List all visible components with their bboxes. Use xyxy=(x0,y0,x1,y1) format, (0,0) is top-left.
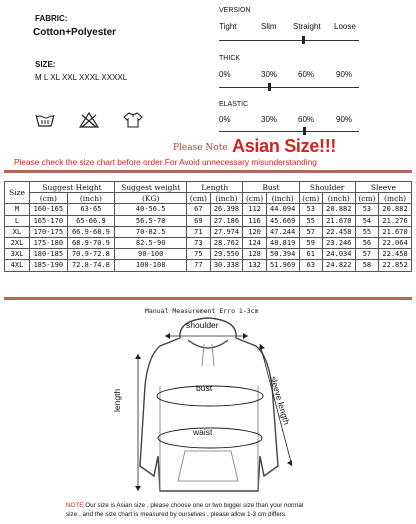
table-cell: 54 xyxy=(355,215,378,226)
thick-slider-marker xyxy=(268,83,271,91)
table-cell: 112 xyxy=(243,204,266,215)
table-cell: 22.852 xyxy=(379,260,412,271)
version-label: VERSION xyxy=(219,7,251,14)
table-cell: 120 xyxy=(243,226,266,237)
table-cell: 55 xyxy=(355,226,378,237)
table-row xyxy=(5,237,412,248)
header-shoulder: Shoulder xyxy=(299,182,355,193)
unit-header: (cm) xyxy=(30,193,68,204)
table-cell: 24.822 xyxy=(322,260,355,271)
no-bleach-icon xyxy=(79,112,99,128)
hang-dry-icon xyxy=(123,111,143,129)
table-cell: 61 xyxy=(299,249,322,260)
table-cell: 22.458 xyxy=(322,226,355,237)
divider-bottom xyxy=(4,297,412,300)
size-check-warning: Please check the size chart before order For Avoid unnecessary misunderstanding xyxy=(14,157,317,167)
table-cell: 30.338 xyxy=(210,260,243,271)
size-label: SIZE: xyxy=(35,60,56,69)
table-cell: XL xyxy=(5,226,30,237)
unit-header: (cm) xyxy=(299,193,322,204)
table-cell: 185-190 xyxy=(30,260,68,271)
thick-option-90: 90% xyxy=(336,70,353,79)
unit-header: (cm) xyxy=(187,193,210,204)
table-cell: 59 xyxy=(299,237,322,248)
table-row xyxy=(5,260,412,271)
thick-label: THICK xyxy=(219,55,240,62)
table-cell: 21.670 xyxy=(379,226,412,237)
thick-option-30: 30% xyxy=(261,70,278,79)
table-cell: 68.9-70.9 xyxy=(67,237,114,248)
table-cell: 26.398 xyxy=(210,204,243,215)
table-cell: 20.882 xyxy=(322,204,355,215)
please-note-text: Please Note xyxy=(173,143,228,153)
table-row xyxy=(5,249,412,260)
version-track xyxy=(219,40,359,41)
table-cell: 72.8-74.8 xyxy=(67,260,114,271)
unit-header: (inch) xyxy=(379,193,412,204)
elastic-label: ELASTIC xyxy=(219,101,249,108)
table-cell: 63-65 xyxy=(67,204,114,215)
table-cell: 20.882 xyxy=(379,204,412,215)
table-cell: 53 xyxy=(355,204,378,215)
unit-header: (inch) xyxy=(67,193,114,204)
table-cell: 100-108 xyxy=(115,260,187,271)
unit-header: (inch) xyxy=(266,193,299,204)
table-row xyxy=(5,226,412,237)
header-sleeve: Sleeve xyxy=(355,182,411,193)
table-cell: 90-100 xyxy=(115,249,187,260)
table-cell: 27.974 xyxy=(210,226,243,237)
unit-header: (cm) xyxy=(355,193,378,204)
asian-size-heading: Asian Size!!! xyxy=(232,136,337,156)
unit-header: (cm) xyxy=(243,193,266,204)
table-cell: 47.244 xyxy=(266,226,299,237)
table-cell: 132 xyxy=(243,260,266,271)
table-cell: 28.762 xyxy=(210,237,243,248)
table-cell: 40-56.5 xyxy=(115,204,187,215)
table-cell: 48.819 xyxy=(266,237,299,248)
table-cell: 53 xyxy=(299,204,322,215)
thick-option-0: 0% xyxy=(219,70,231,79)
elastic-option-0: 0% xyxy=(219,115,231,124)
table-cell: 170-175 xyxy=(30,226,68,237)
table-cell: 4XL xyxy=(5,260,30,271)
table-cell: 116 xyxy=(243,215,266,226)
elastic-option-60: 60% xyxy=(298,115,315,124)
fabric-label: FABRIC: xyxy=(35,14,68,23)
table-unit-header-row xyxy=(5,193,412,204)
table-cell: 56 xyxy=(355,237,378,248)
table-cell: 69 xyxy=(187,215,210,226)
header-size: Size xyxy=(5,182,30,204)
header-suggest-height: Suggest Height xyxy=(30,182,115,193)
bust-label: bust xyxy=(196,383,213,393)
table-cell: 21.670 xyxy=(322,215,355,226)
table-cell: 45.669 xyxy=(266,215,299,226)
unit-header: (KG) xyxy=(115,193,187,204)
table-cell: 160-165 xyxy=(30,204,68,215)
thick-track xyxy=(219,87,359,88)
version-option-tight: Tight xyxy=(219,22,237,31)
table-cell: 70-82.5 xyxy=(115,226,187,237)
header-suggest-weight: Suggest weight xyxy=(115,182,187,193)
table-cell: 22.458 xyxy=(379,249,412,260)
table-cell: 175-180 xyxy=(30,237,68,248)
table-cell: 57 xyxy=(355,249,378,260)
note-prefix: NOTE: xyxy=(66,502,86,509)
version-slider-marker xyxy=(302,36,305,44)
table-cell: 29.550 xyxy=(210,249,243,260)
footer-note-line2: size , and the size chart is measured by ourselves , please allow 1-3 cm differs. xyxy=(66,511,287,518)
table-cell: 57 xyxy=(299,226,322,237)
table-cell: 44.094 xyxy=(266,204,299,215)
size-chart-table xyxy=(4,181,412,272)
elastic-option-90: 90% xyxy=(336,115,353,124)
table-cell: 67 xyxy=(187,204,210,215)
table-cell: 58 xyxy=(355,260,378,271)
unit-header: (inch) xyxy=(210,193,243,204)
length-label: length xyxy=(112,388,122,412)
table-cell: 27.186 xyxy=(210,215,243,226)
version-option-loose: Loose xyxy=(334,22,356,31)
hoodie-outline xyxy=(140,338,278,491)
shoulder-label: shoulder xyxy=(186,320,219,330)
table-cell: 71 xyxy=(187,226,210,237)
table-cell: 56.5-70 xyxy=(115,215,187,226)
table-group-header-row xyxy=(5,182,412,193)
footer-note-line1 xyxy=(66,502,303,509)
table-cell: 128 xyxy=(243,249,266,260)
table-cell: 55 xyxy=(299,215,322,226)
note-text-1: Our size is Asian size , please choose one or two bigger size than your normal xyxy=(85,502,304,509)
elastic-slider-marker xyxy=(303,127,306,135)
fabric-value: Cotton+Polyester xyxy=(33,27,117,38)
table-cell: 3XL xyxy=(5,249,30,260)
elastic-track xyxy=(219,131,359,132)
manual-measurement-caption: Manual Measurement Erro 1-3cm xyxy=(145,307,259,315)
table-cell: 51.969 xyxy=(266,260,299,271)
table-row xyxy=(5,204,412,215)
table-cell: L xyxy=(5,215,30,226)
version-option-slim: Slim xyxy=(261,22,277,31)
waist-label: waist xyxy=(193,427,213,437)
table-cell: 2XL xyxy=(5,237,30,248)
table-cell: 73 xyxy=(187,237,210,248)
table-cell: 24.034 xyxy=(322,249,355,260)
header-length: Length xyxy=(187,182,243,193)
table-cell: M xyxy=(5,204,30,215)
table-cell: 23.246 xyxy=(322,237,355,248)
divider-top xyxy=(4,170,412,173)
wash-icon xyxy=(34,112,56,128)
table-cell: 75 xyxy=(187,249,210,260)
header-bust: Bust xyxy=(243,182,299,193)
version-option-straight: Straight xyxy=(293,22,321,31)
table-cell: 50.394 xyxy=(266,249,299,260)
pocket-outline xyxy=(178,451,238,481)
thick-option-60: 60% xyxy=(298,70,315,79)
table-cell: 65-66.9 xyxy=(67,215,114,226)
table-cell: 82.5-90 xyxy=(115,237,187,248)
table-cell: 21.276 xyxy=(379,215,412,226)
table-cell: 66.9-68.9 xyxy=(67,226,114,237)
table-cell: 63 xyxy=(299,260,322,271)
sleeve-length-label: sleeve length xyxy=(268,375,292,426)
size-options: M L XL XXL XXXL XXXXL xyxy=(35,73,128,82)
table-cell: 70.9-72.8 xyxy=(67,249,114,260)
table-row xyxy=(5,215,412,226)
table-cell: 124 xyxy=(243,237,266,248)
table-cell: 77 xyxy=(187,260,210,271)
table-cell: 180-185 xyxy=(30,249,68,260)
table-cell: 22.064 xyxy=(379,237,412,248)
table-cell: 165-170 xyxy=(30,215,68,226)
unit-header: (inch) xyxy=(322,193,355,204)
elastic-option-30: 30% xyxy=(261,115,278,124)
